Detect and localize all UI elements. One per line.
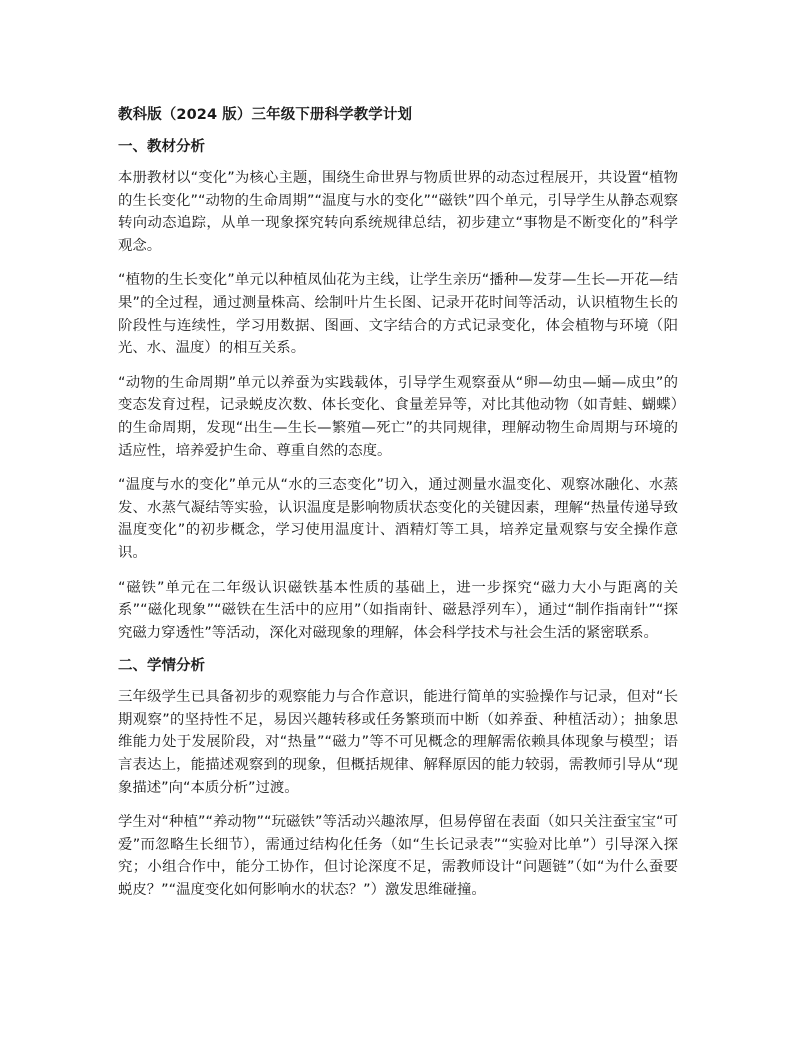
document-page [118, 104, 678, 914]
document-title: 教科版（2024 版）三年级下册科学教学计划 [118, 107, 413, 123]
section-heading-student-analysis: 二、学情分析 [118, 658, 205, 675]
paragraph-student-interests: 学生对“种植”“养动物”“玩磁铁”等活动兴趣浓厚，但易停留在表面（如只关注蚕宝宝“可爱”而忽略生长细节），需通过结构化任务（如“生长记录表”“实验对比单”）引导深入探究；小组合作中，能分工协作，但讨论深度不足，需教师设计“问题链”（如“为什么蚕要蜕皮？”“温度变化如何影响水的状态？”）激发思维碰撞。 [118, 814, 678, 899]
paragraph-student-abilities: 三年级学生已具备初步的观察能力与合作意识，能进行简单的实验操作与记录，但对“长期观察”的坚持性不足，易因兴趣转移或任务繁琐而中断（如养蚕、种植活动）；抽象思维能力处于发展阶段，对“热量”“磁力”等不可见概念的理解需依赖具体现象与模型；语言表达上，能描述观察到的现象，但概括规律、解释原因的能力较弱，需教师引导从“现象描述”向“本质分析”过渡。 [118, 689, 678, 796]
paragraph-plant-growth-unit: “植物的生长变化”单元以种植凤仙花为主线，让学生亲历“播种—发芽—生长—开花—结果”的全过程，通过测量株高、绘制叶片生长图、记录开花时间等活动，认识植物生长的阶段性与连续性，学习用数据、图画、文字结合的方式记录变化，体会植物与环境（阳光、水、温度）的相互关系。 [118, 272, 678, 357]
paragraph-temperature-water-unit: “温度与水的变化”单元从“水的三态变化”切入，通过测量水温变化、观察冰融化、水蒸发、水蒸气凝结等实验，认识温度是影响物质状态变化的关键因素，理解“热量传递导致温度变化”的初步概念，学习使用温度计、酒精灯等工具，培养定量观察与安全操作意识。 [118, 477, 678, 561]
paragraph-overview: 本册教材以“变化”为核心主题，围绕生命世界与物质世界的动态过程展开，共设置“植物的生长变化”“动物的生命周期”“温度与水的变化”“磁铁”四个单元，引导学生从静态观察转向动态追踪，从单一现象探究转向系统规律总结，初步建立“事物是不断变化的”科学观念。 [118, 170, 678, 254]
section-heading-textbook-analysis: 一、教材分析 [118, 139, 205, 155]
paragraph-magnet-unit: “磁铁”单元在二年级认识磁铁基本性质的基础上，进一步探究“磁力大小与距离的关系”“磁化现象”“磁铁在生活中的应用”（如指南针、磁悬浮列车），通过“制作指南针”“探究磁力穿透性”等活动，深化对磁现象的理解，体会科学技术与社会生活的紧密联系。 [118, 579, 678, 641]
paragraph-animal-life-cycle-unit: “动物的生命周期”单元以养蚕为实践载体，引导学生观察蚕从“卵—幼虫—蛹—成虫”的变态发育过程，记录蜕皮次数、体长变化、食量差异等，对比其他动物（如青蛙、蝴蝶）的生命周期，发现“出生—生长—繁殖—死亡”的共同规律，理解动物生命周期与环境的适应性，培养爱护生命、尊重自然的态度。 [118, 374, 678, 459]
